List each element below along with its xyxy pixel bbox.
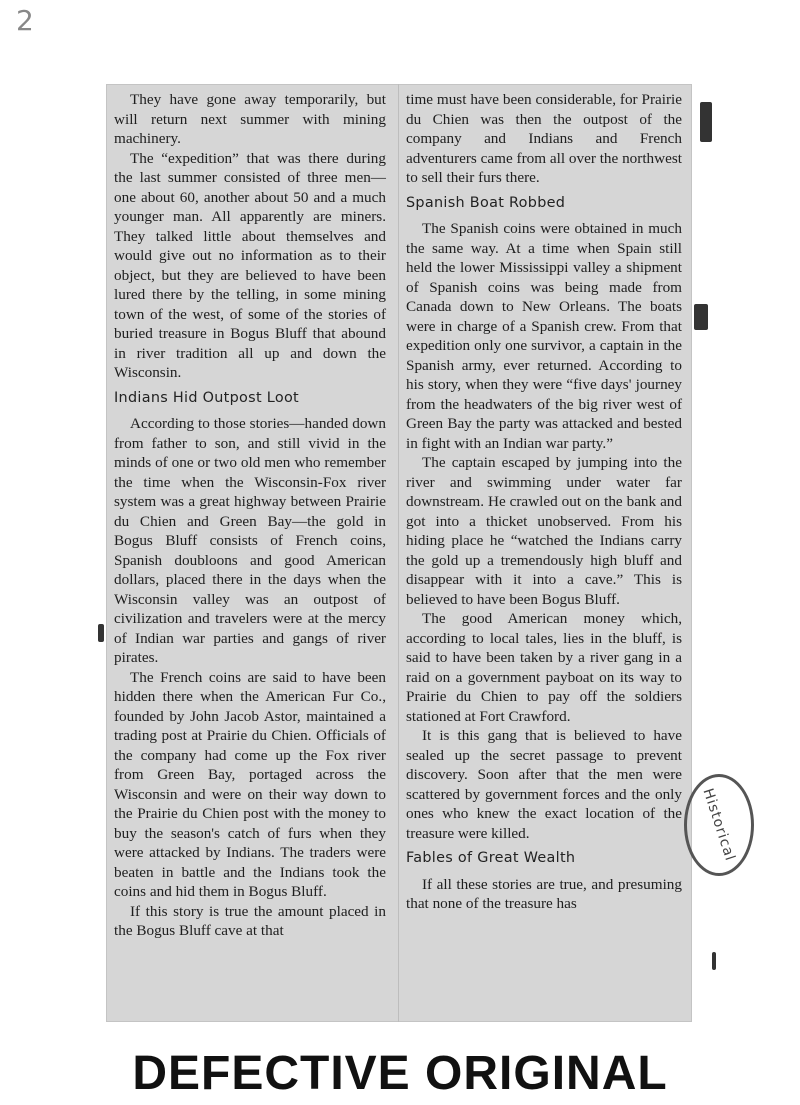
page-number: 2 [16,4,34,37]
newspaper-clipping [106,84,692,1022]
binding-mark [98,624,104,642]
defective-original-banner: DEFECTIVE ORIGINAL [132,1047,668,1100]
section-heading: Spanish Boat Robbed [406,194,566,211]
paragraph: time must have been considerable, for Prairie du Chien was then the outpost of the company and Indians and French adventurers came from all over the northwest to sell their furs there. [406,91,682,186]
section-heading: Fables of Great Wealth [406,850,576,866]
binding-mark [712,952,716,970]
paragraph: The “expedition” that was there during the last summer consisted of three men—one about 60, another about 50 and a much younger man. All apparently are miners. They talked little about themselves and would give out no information as to their object, but they are believed to have been lured there by the telling, in some mining town of the west, of some of the stories of buried treasure in Bogus Bluff that abound in river tradition all up and down the Wisconsin. [114,149,386,381]
paragraph: The French coins are said to have been hidden there when the American Fur Co., founded by John Jacob Astor, maintained a trading post at Prairie du Chien. Officials of the company had come up the Fox river from Green Bay, portaged across the Wisconsin and were on their way down to the Prairie du Chien post with the money to buy the season's catch of furs when they were attacked by Indians. The traders were beaten in battle and the Indians took the coins and hid them in Bogus Bluff. [114,668,386,900]
paragraph: They have gone away temporarily, but will return next summer with mining machinery. [114,91,386,147]
stamp-text: Historical [699,786,739,864]
paragraph: If this story is true the amount placed in the Bogus Bluff cave at that [114,902,386,939]
paragraph: The Spanish coins were obtained in much the same way. At a time when Spain still held the lower Mississippi valley a shipment of Spanish coins was being made from Canada down to New Orleans. The boats were in charge of a Spanish crew. From that expedition only one survivor, a captain in the Spanish army, ever returned. According to his story, when they were “five days' journey from the headwaters of the big river west of Green Bay the party was attacked and bested in fight with an Indian war party.” [406,220,682,452]
binding-mark [700,102,712,142]
paragraph: The good American money which, according to local tales, lies in the bluff, is said to have been taken by a river gang in a raid on a government payboat on its way to Prairie du Chien to pay off the soldiers stationed at Fort Crawford. [406,610,682,725]
library-stamp [684,774,754,876]
paragraph: It is this gang that is believed to have sealed up the secret passage to prevent discovery. Soon after that the men were scattered by government forces and the only ones who knew the exact location of the treasure were killed. [406,727,682,842]
binding-mark [694,304,708,330]
paragraph: If all these stories are true, and presuming that none of the treasure has [406,875,682,912]
section-heading: Indians Hid Outpost Loot [114,389,299,406]
paragraph: The captain escaped by jumping into the river and swimming under water far downstream. He crawled out on the bank and got into a thicket unobserved. From his hiding place he “watched the Indians carry the gold up a tremendously high bluff and disappear with it into a cave.” This is believed to have been Bogus Bluff. [406,454,682,608]
right-column [406,90,682,914]
left-column [114,90,386,941]
paragraph: According to those stories—handed down from father to son, and still vivid in the minds of one or two old men who remember the time when the Wisconsin-Fox river system was a great highway between Prairie du Chien and Green Bay—the gold in Bogus Bluff consists of French coins, Spanish doubloons and good American dollars, placed there in the days when the Wisconsin valley was an outpost of civilization and travelers were at the mercy of Indian war parties and gangs of river pirates. [114,415,386,666]
column-divider [398,84,399,1022]
